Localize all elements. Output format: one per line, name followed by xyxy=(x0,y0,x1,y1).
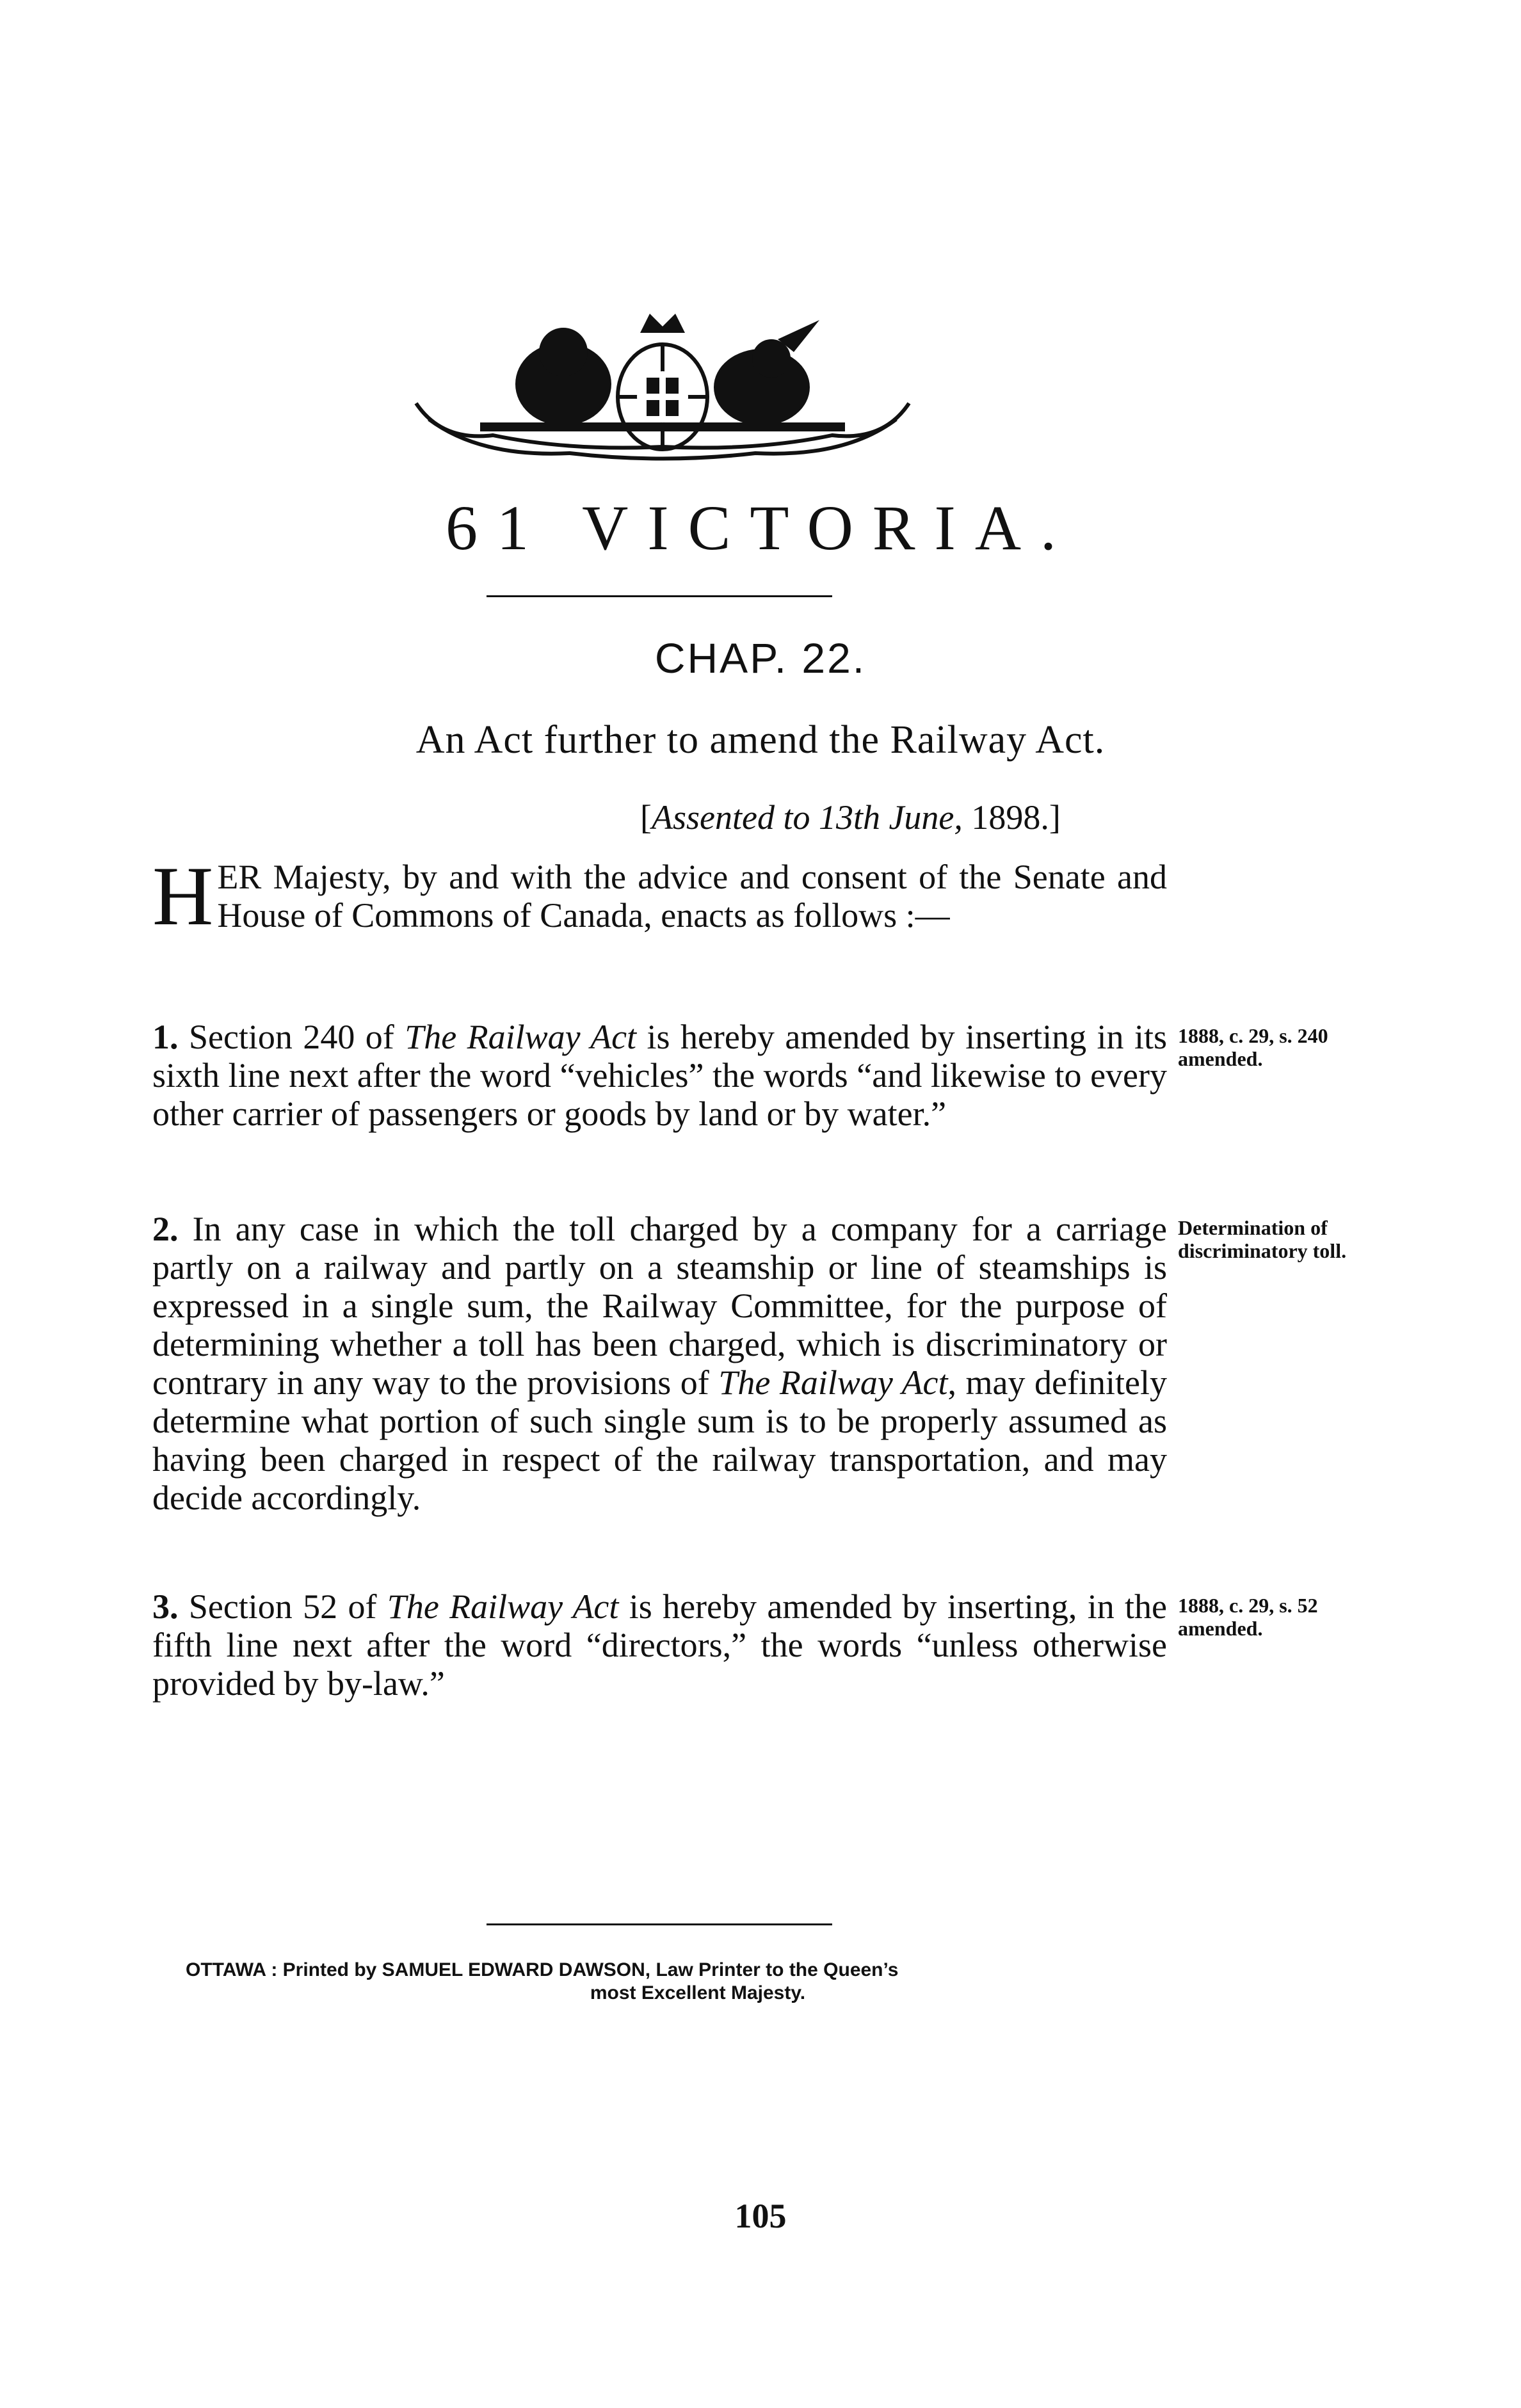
chapter-heading: CHAP. 22. xyxy=(654,634,867,682)
section-number: 3. xyxy=(152,1587,179,1626)
section-text: is hereby amended by inserting, in the fifth line next after the word “directors,” the words “unless otherwise provided by by-law.” xyxy=(152,1587,1167,1703)
section-act-name: The Railway Act xyxy=(718,1363,948,1402)
section-number: 1. xyxy=(152,1018,179,1056)
section-text: is hereby amended by inserting in its sixth line next after the word “vehicles” the words “and likewise to every other carrier of passengers or goods by land or by water.” xyxy=(152,1018,1167,1133)
drop-cap: H xyxy=(152,849,214,943)
section-text: In any case in which the toll charged by a company for a carriage partly on a railway and partly on a steamship or line of steamships is expressed in a single sum, the Railway Committee, for the purpose of determining whether a toll has been charged, which is discriminatory or contrary in any way to the provisions of xyxy=(152,1210,1167,1402)
enacting-clause xyxy=(152,849,1167,943)
printer-imprint xyxy=(186,1959,1184,2005)
section-act-name: The Railway Act xyxy=(405,1018,637,1056)
margin-note: 1888, c. 29, s. 240 amended. xyxy=(1178,1024,1328,1070)
page-number: 105 xyxy=(734,2197,787,2235)
section-act-name: The Railway Act xyxy=(387,1587,619,1626)
assent-year: 1898.] xyxy=(962,798,1061,837)
assent-prefix: [ xyxy=(640,798,652,837)
imprint-line: most Excellent Majesty. xyxy=(590,1982,806,2003)
section-text: , may definitely determine what portion of such single sum is to be properly assumed as having been charged in respect of the railway transportation, and may decide accordingly. xyxy=(152,1363,1167,1517)
act-title: An Act further to amend the Railway Act. xyxy=(415,718,1106,762)
enacting-text: ER Majesty, by and with the advice and consent of the Senate and House of Commons of Canada, enacts as follows :— xyxy=(217,858,1167,935)
royal-coat-of-arms-icon xyxy=(403,307,922,467)
divider-rule xyxy=(487,1923,832,1925)
regnal-year-heading: 61 VICTORIA. xyxy=(445,492,1076,563)
section-number: 2. xyxy=(152,1210,179,1248)
section-1 xyxy=(152,1018,1167,1133)
section-2 xyxy=(152,1210,1167,1517)
assent-date xyxy=(640,800,1061,835)
section-text: Section 240 of xyxy=(178,1018,405,1056)
section-3 xyxy=(152,1587,1167,1703)
section-text: Section 52 of xyxy=(178,1587,387,1626)
imprint-line: OTTAWA : Printed by SAMUEL EDWARD DAWSON, Law Printer to the Queen’s xyxy=(186,1959,899,1980)
divider-rule xyxy=(487,595,832,597)
margin-note: 1888, c. 29, s. 52 amended. xyxy=(1178,1594,1318,1640)
assent-italic: Assented to 13th June, xyxy=(651,798,963,837)
margin-note: Determination of discriminatory toll. xyxy=(1178,1216,1347,1262)
